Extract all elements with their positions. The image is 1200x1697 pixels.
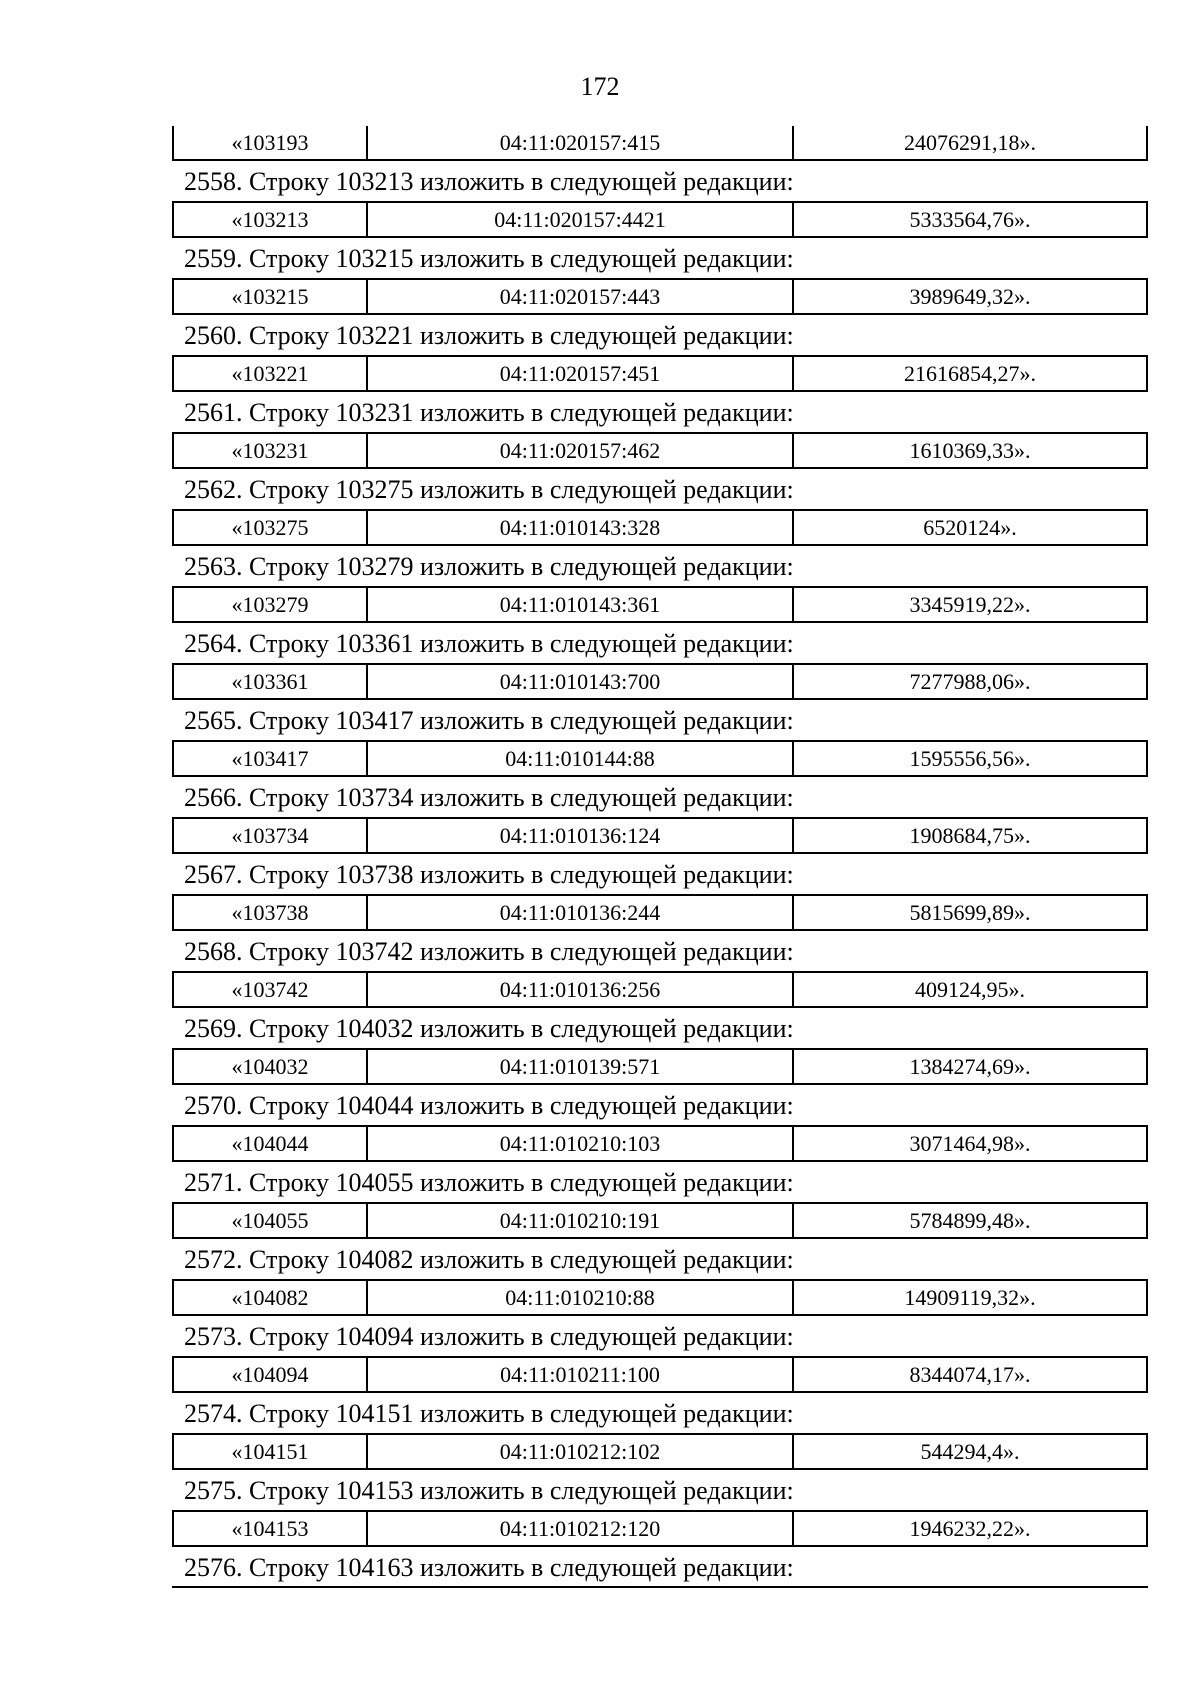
table-row — [172, 278, 1148, 315]
table-row — [172, 1125, 1148, 1162]
table-row — [172, 201, 1148, 238]
cadastral-number-cell: 04:11:010136:256 — [368, 973, 794, 1006]
row-number-cell: «103221 — [174, 357, 368, 390]
value-cell: 21616854,27». — [904, 361, 1036, 386]
row-number-cell: «103738 — [174, 896, 368, 929]
instruction-text: 2559. Строку 103215 изложить в следующей редакции: — [184, 244, 794, 273]
table-row — [172, 894, 1148, 931]
cadastral-number-cell: 04:11:010210:191 — [368, 1204, 794, 1237]
table-row — [172, 740, 1148, 777]
value-cell: 6520124». — [923, 515, 1017, 540]
table-row — [172, 432, 1148, 469]
value-cell: 3989649,32». — [909, 284, 1031, 309]
row-number-cell: «103734 — [174, 819, 368, 852]
table-row — [172, 1510, 1148, 1547]
value-cell: 3071464,98». — [909, 1131, 1031, 1156]
table-row — [172, 1356, 1148, 1393]
entries-list — [172, 161, 1148, 1547]
row-number-cell: «103275 — [174, 511, 368, 544]
value-cell: 1384274,69». — [909, 1054, 1031, 1079]
instruction-text: 2561. Строку 103231 изложить в следующей редакции: — [184, 398, 794, 427]
instruction-text: 2571. Строку 104055 изложить в следующей редакции: — [184, 1168, 794, 1197]
table-row — [172, 971, 1148, 1008]
row-number-cell: «103213 — [174, 203, 368, 236]
instruction-text: 2564. Строку 103361 изложить в следующей редакции: — [184, 629, 794, 658]
value-cell: 1946232,22». — [909, 1516, 1031, 1541]
value-cell: 5333564,76». — [909, 207, 1031, 232]
document-body — [172, 126, 1148, 1588]
row-number-cell: «104151 — [174, 1435, 368, 1468]
row-number-cell: «104094 — [174, 1358, 368, 1391]
row-number-cell: «104044 — [174, 1127, 368, 1160]
value-cell: 409124,95». — [915, 977, 1025, 1002]
cadastral-number-cell: 04:11:020157:462 — [368, 434, 794, 467]
cadastral-number-cell: 04:11:020157:443 — [368, 280, 794, 313]
table-row — [172, 1279, 1148, 1316]
cadastral-number-cell: 04:11:010143:328 — [368, 511, 794, 544]
instruction-text: 2565. Строку 103417 изложить в следующей редакции: — [184, 706, 794, 735]
row-number-cell: «103193 — [174, 126, 368, 159]
instruction-text: 2568. Строку 103742 изложить в следующей редакции: — [184, 937, 794, 966]
cadastral-number-cell: 04:11:010210:88 — [368, 1281, 794, 1314]
value-cell: 7277988,06». — [909, 669, 1031, 694]
value-cell: 24076291,18». — [904, 130, 1036, 155]
instruction-text: 2567. Строку 103738 изложить в следующей редакции: — [184, 860, 794, 889]
table-row — [172, 126, 1148, 161]
instruction-text: 2562. Строку 103275 изложить в следующей редакции: — [184, 475, 794, 504]
value-cell: 3345919,22». — [909, 592, 1031, 617]
cadastral-number-cell: 04:11:010212:120 — [368, 1512, 794, 1545]
cadastral-number-cell: 04:11:010144:88 — [368, 742, 794, 775]
cadastral-number-cell: 04:11:020157:451 — [368, 357, 794, 390]
cadastral-number-cell: 04:11:010139:571 — [368, 1050, 794, 1083]
table-row — [172, 817, 1148, 854]
value-cell: 1595556,56». — [909, 746, 1031, 771]
instruction-text: 2576. Строку 104163 изложить в следующей редакции: — [172, 1547, 1148, 1588]
instruction-text: 2558. Строку 103213 изложить в следующей редакции: — [184, 167, 794, 196]
table-row — [172, 355, 1148, 392]
value-cell: 544294,4». — [920, 1439, 1020, 1464]
value-cell: 5815699,89». — [909, 900, 1031, 925]
instruction-text: 2574. Строку 104151 изложить в следующей редакции: — [184, 1399, 794, 1428]
instruction-text: 2560. Строку 103221 изложить в следующей редакции: — [184, 321, 794, 350]
cadastral-number-cell: 04:11:010136:244 — [368, 896, 794, 929]
page-number: 172 — [580, 72, 620, 101]
row-number-cell: «104082 — [174, 1281, 368, 1314]
instruction-text: 2569. Строку 104032 изложить в следующей редакции: — [184, 1014, 794, 1043]
table-row — [172, 1433, 1148, 1470]
instruction-text: 2575. Строку 104153 изложить в следующей редакции: — [184, 1476, 794, 1505]
cadastral-number-cell: 04:11:010136:124 — [368, 819, 794, 852]
cadastral-number-cell: 04:11:010211:100 — [368, 1358, 794, 1391]
table-row — [172, 509, 1148, 546]
cadastral-number-cell: 04:11:020157:415 — [368, 126, 794, 159]
instruction-text: 2572. Строку 104082 изложить в следующей редакции: — [184, 1245, 794, 1274]
row-number-cell: «103215 — [174, 280, 368, 313]
cadastral-number-cell: 04:11:020157:4421 — [368, 203, 794, 236]
value-cell: 5784899,48». — [909, 1208, 1031, 1233]
table-row — [172, 586, 1148, 623]
table-row — [172, 663, 1148, 700]
row-number-cell: «104032 — [174, 1050, 368, 1083]
value-cell: 1610369,33». — [909, 438, 1031, 463]
row-number-cell: «104055 — [174, 1204, 368, 1237]
value-cell: 8344074,17». — [909, 1362, 1031, 1387]
cadastral-number-cell: 04:11:010210:103 — [368, 1127, 794, 1160]
row-number-cell: «103417 — [174, 742, 368, 775]
table-row — [172, 1202, 1148, 1239]
instruction-text: 2566. Строку 103734 изложить в следующей редакции: — [184, 783, 794, 812]
value-cell: 1908684,75». — [909, 823, 1031, 848]
value-cell: 14909119,32». — [904, 1285, 1036, 1310]
cadastral-number-cell: 04:11:010212:102 — [368, 1435, 794, 1468]
row-number-cell: «103279 — [174, 588, 368, 621]
table-row — [172, 1048, 1148, 1085]
instruction-text: 2570. Строку 104044 изложить в следующей редакции: — [184, 1091, 794, 1120]
row-number-cell: «103361 — [174, 665, 368, 698]
instruction-text: 2573. Строку 104094 изложить в следующей редакции: — [184, 1322, 794, 1351]
cadastral-number-cell: 04:11:010143:361 — [368, 588, 794, 621]
row-number-cell: «104153 — [174, 1512, 368, 1545]
row-number-cell: «103231 — [174, 434, 368, 467]
cadastral-number-cell: 04:11:010143:700 — [368, 665, 794, 698]
instruction-text: 2563. Строку 103279 изложить в следующей редакции: — [184, 552, 794, 581]
row-number-cell: «103742 — [174, 973, 368, 1006]
